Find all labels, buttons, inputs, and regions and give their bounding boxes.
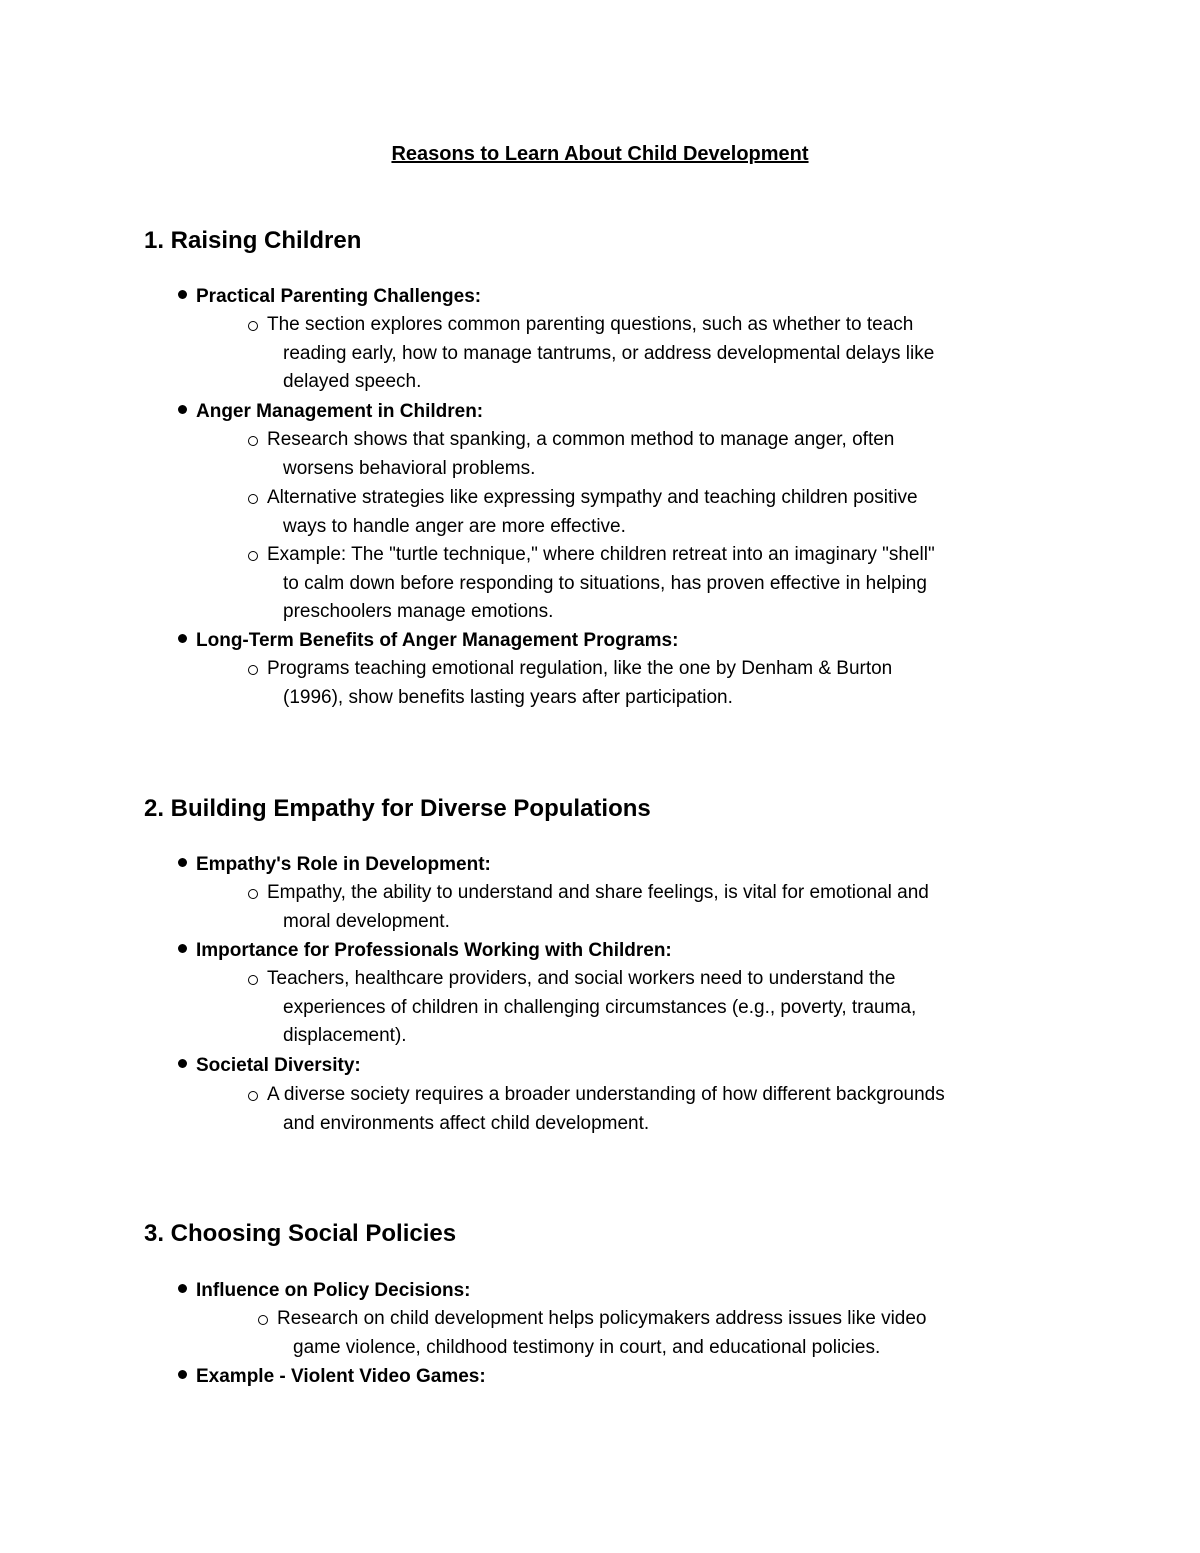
hollow-circle-icon bbox=[248, 975, 258, 985]
bullet-dot-icon bbox=[178, 634, 187, 643]
hollow-circle-icon bbox=[248, 1091, 258, 1101]
bullet-practical-parenting bbox=[178, 285, 481, 309]
sub-bullet-text: experiences of children in challenging circumstances (e.g., poverty, trauma, bbox=[283, 996, 917, 1018]
sub-bullet-text: Research on child development helps policymakers address issues like video bbox=[277, 1308, 927, 1329]
sub-bullet-text: Teachers, healthcare providers, and social workers need to understand the bbox=[267, 968, 896, 989]
sub-bullet-turtle-technique bbox=[248, 541, 1048, 627]
section-heading-building-empathy: 2. Building Empathy for Diverse Populations bbox=[144, 795, 651, 822]
bullet-label: Anger Management in Children: bbox=[196, 401, 484, 422]
bullet-label: Influence on Policy Decisions: bbox=[196, 1280, 471, 1301]
hollow-circle-icon bbox=[248, 494, 258, 504]
sub-bullet-text: moral development. bbox=[283, 910, 450, 932]
bullet-label: Empathy's Role in Development: bbox=[196, 854, 491, 875]
sub-bullet-text: Programs teaching emotional regulation, like the one by Denham & Burton bbox=[267, 658, 893, 679]
bullet-dot-icon bbox=[178, 290, 187, 299]
sub-bullet-text: Example: The "turtle technique," where children retreat into an imaginary "shell" bbox=[267, 544, 935, 565]
sub-bullet-text: to calm down before responding to situations, has proven effective in helping bbox=[283, 572, 927, 594]
sub-bullet-text: (1996), show benefits lasting years after participation. bbox=[283, 686, 733, 708]
bullet-policy-decisions bbox=[178, 1279, 471, 1303]
sub-bullet-text: A diverse society requires a broader understanding of how different backgrounds bbox=[267, 1084, 945, 1105]
sub-bullet-empathy-definition bbox=[248, 879, 1048, 936]
bullet-label: Practical Parenting Challenges: bbox=[196, 286, 482, 307]
hollow-circle-icon bbox=[258, 1315, 268, 1325]
sub-bullet-spanking bbox=[248, 426, 1048, 483]
sub-bullet-parenting-questions bbox=[248, 311, 1048, 397]
bullet-dot-icon bbox=[178, 944, 187, 953]
bullet-label: Example - Violent Video Games: bbox=[196, 1366, 486, 1387]
hollow-circle-icon bbox=[248, 665, 258, 675]
bullet-label: Societal Diversity: bbox=[196, 1055, 361, 1076]
sub-bullet-text: delayed speech. bbox=[283, 371, 422, 393]
sub-bullet-emotional-regulation bbox=[248, 655, 1048, 712]
bullet-violent-video-games bbox=[178, 1365, 486, 1389]
bullet-long-term-benefits bbox=[178, 629, 678, 653]
sub-bullet-policymakers bbox=[258, 1305, 1058, 1362]
sub-bullet-diverse-society bbox=[248, 1081, 1048, 1138]
sub-bullet-text: game violence, childhood testimony in court, and educational policies. bbox=[293, 1336, 881, 1358]
sub-bullet-text: Alternative strategies like expressing sympathy and teaching children positive bbox=[267, 487, 918, 508]
section-heading-raising-children: 1. Raising Children bbox=[144, 227, 362, 254]
bullet-dot-icon bbox=[178, 1059, 187, 1068]
sub-bullet-text: Research shows that spanking, a common method to manage anger, often bbox=[267, 429, 895, 450]
sub-bullet-teachers bbox=[248, 965, 1048, 1051]
document-title: Reasons to Learn About Child Development bbox=[391, 143, 809, 165]
bullet-empathy-role bbox=[178, 853, 491, 877]
hollow-circle-icon bbox=[248, 889, 258, 899]
sub-bullet-text: The section explores common parenting questions, such as whether to teach bbox=[267, 314, 914, 335]
sub-bullet-text: displacement). bbox=[283, 1025, 407, 1047]
bullet-societal-diversity bbox=[178, 1054, 361, 1078]
sub-bullet-text: reading early, how to manage tantrums, or address developmental delays like bbox=[283, 342, 935, 364]
sub-bullet-alternative-strategies bbox=[248, 484, 1048, 541]
bullet-label: Long-Term Benefits of Anger Management Programs: bbox=[196, 630, 679, 651]
bullet-anger-management bbox=[178, 400, 483, 424]
bullet-dot-icon bbox=[178, 1370, 187, 1379]
sub-bullet-text: preschoolers manage emotions. bbox=[283, 601, 554, 623]
section-heading-social-policies: 3. Choosing Social Policies bbox=[144, 1220, 457, 1247]
sub-bullet-text: Empathy, the ability to understand and share feelings, is vital for emotional and bbox=[267, 882, 929, 903]
bullet-professionals bbox=[178, 939, 672, 963]
hollow-circle-icon bbox=[248, 551, 258, 561]
sub-bullet-text: ways to handle anger are more effective. bbox=[283, 515, 626, 537]
hollow-circle-icon bbox=[248, 321, 258, 331]
hollow-circle-icon bbox=[248, 436, 258, 446]
bullet-dot-icon bbox=[178, 858, 187, 867]
sub-bullet-text: and environments affect child development. bbox=[283, 1112, 650, 1134]
bullet-dot-icon bbox=[178, 405, 187, 414]
sub-bullet-text: worsens behavioral problems. bbox=[283, 457, 536, 479]
bullet-dot-icon bbox=[178, 1284, 187, 1293]
bullet-label: Importance for Professionals Working with Children: bbox=[196, 940, 672, 961]
